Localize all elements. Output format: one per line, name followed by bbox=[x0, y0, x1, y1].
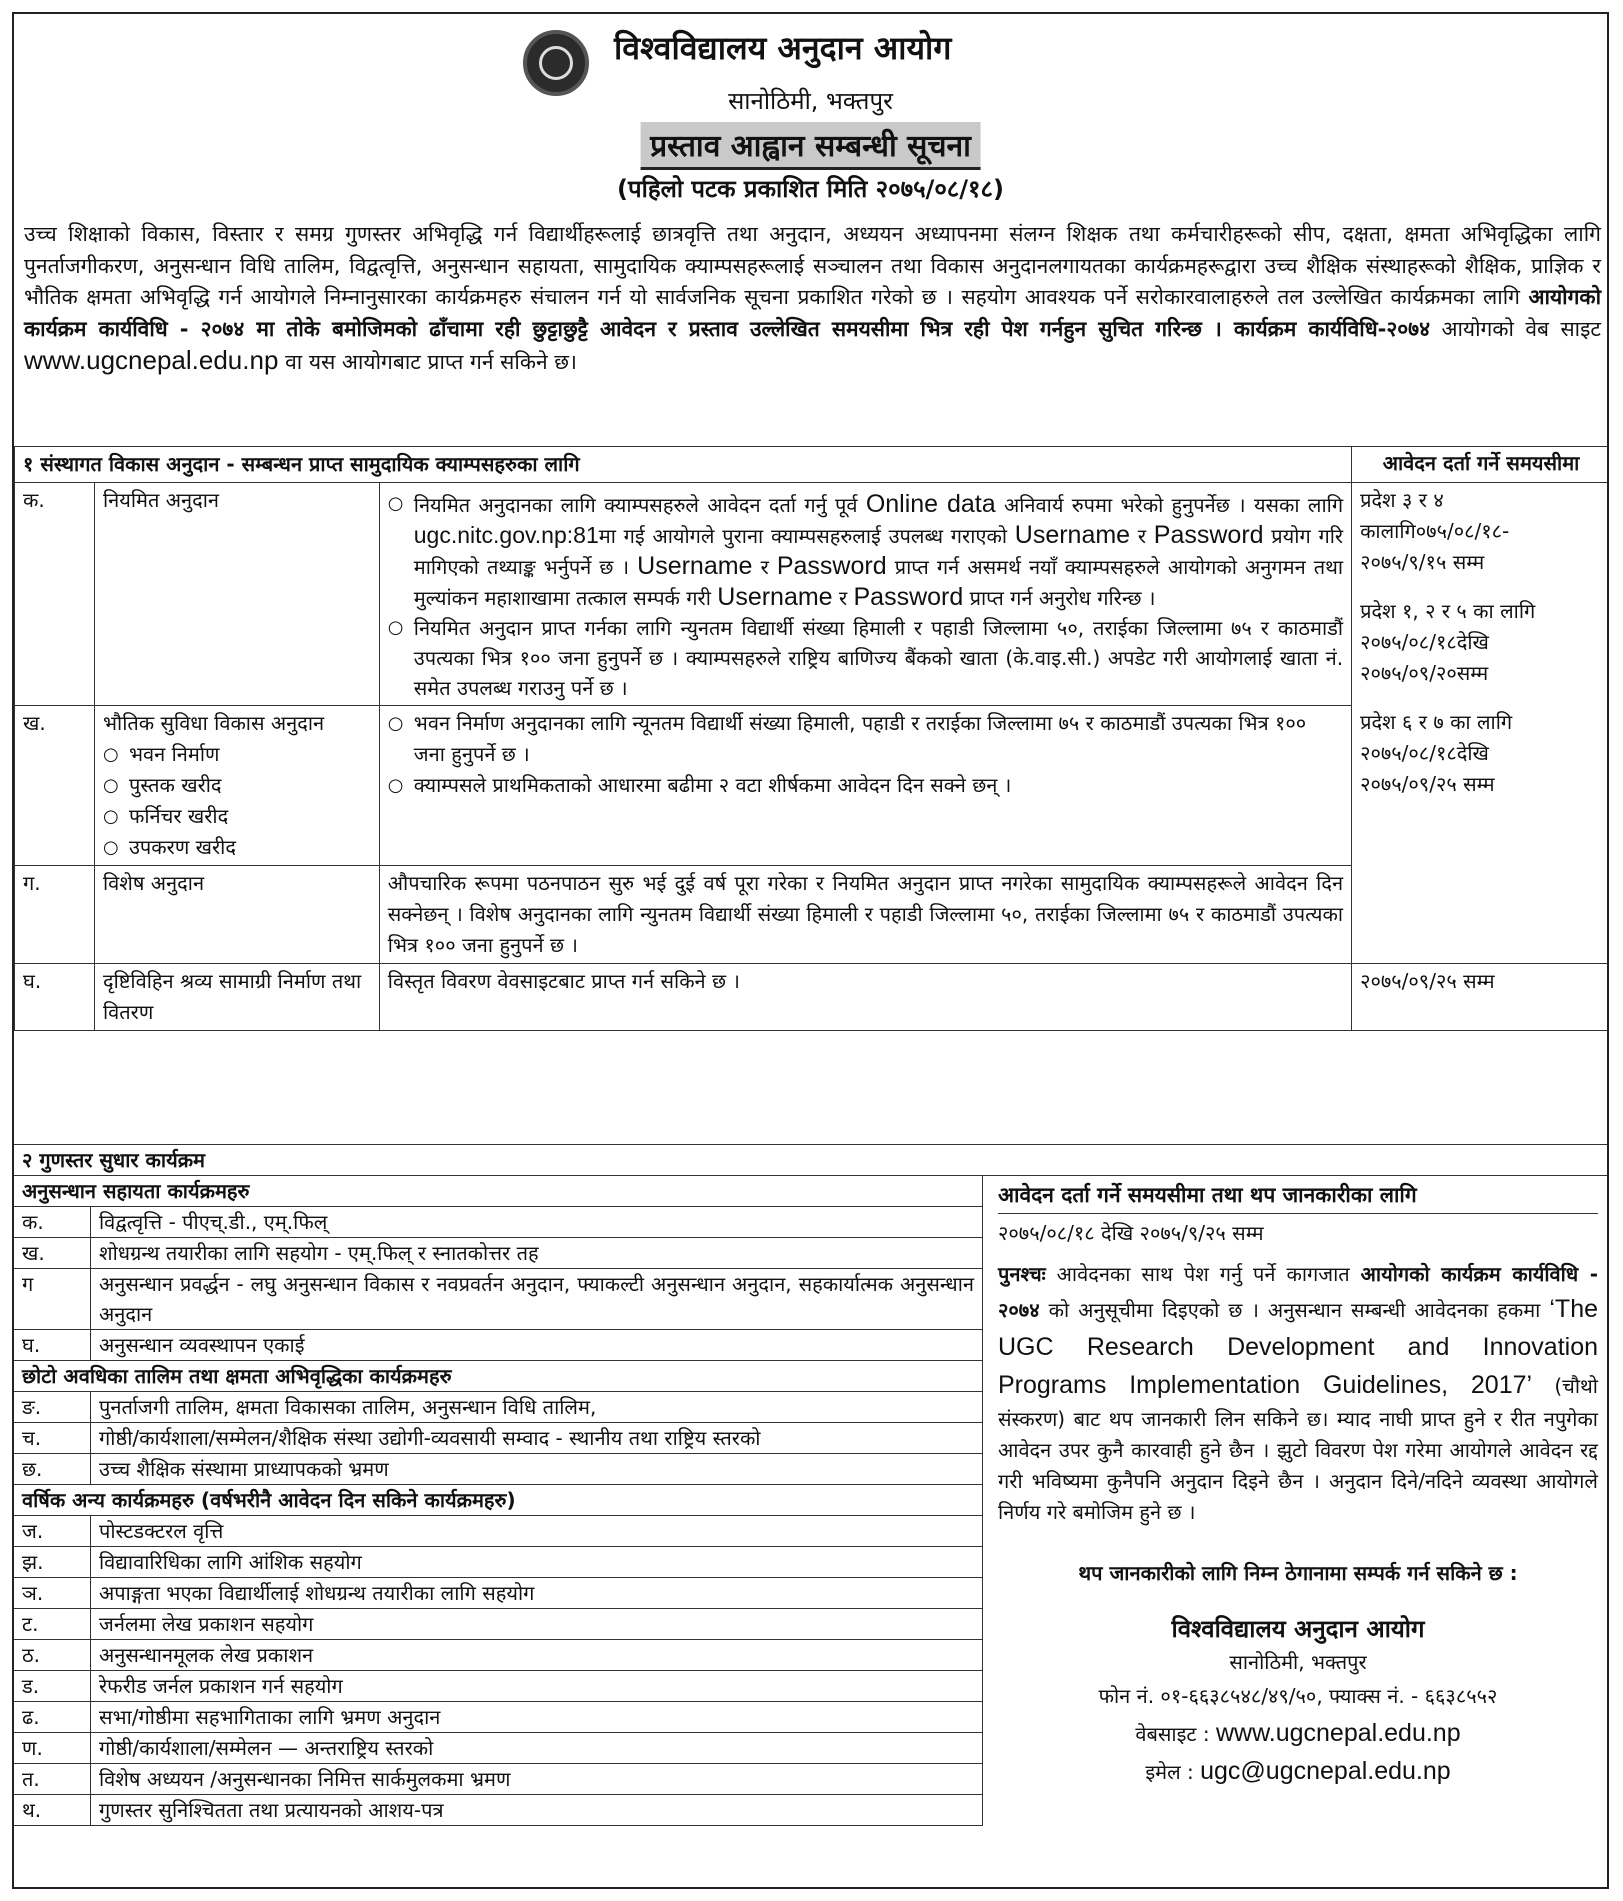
table-row bbox=[14, 1764, 982, 1795]
deadline-line: कालागि०७५/०८/१८- bbox=[1360, 519, 1510, 543]
item-key: ढ. bbox=[14, 1702, 91, 1733]
item-key: झ. bbox=[14, 1547, 91, 1578]
row-key: क. bbox=[15, 483, 95, 706]
logo-ring bbox=[539, 46, 573, 80]
portal-url[interactable]: ugc.nitc.gov.np:81 bbox=[413, 522, 599, 548]
table-row bbox=[14, 1454, 982, 1485]
ps-text: (चौथो संस्करण) बाट थप जानकारी लिन सकिने छ। म्याद नाघी प्राप्त हुने र रीत नपुगेका आवेदन उपर कुनै कारवाही हुने छैन । झुटो विवरण पेश गरेमा आयोगले आवेदन रद्द गरी भविष्यमा कुनैपनि अनुदान दिइने छैन । अनुदान दिने/नदिने व्यवस्था आयोगले निर्णय गरे बमोजिम हुने छ । bbox=[998, 1374, 1598, 1524]
item-key: ट. bbox=[14, 1609, 91, 1640]
item-key: घ. bbox=[14, 1330, 91, 1361]
org-address: सानोठिमी, भक्तपुर bbox=[728, 87, 893, 115]
list-item: ○ भवन निर्माण अनुदानका लागि न्यूनतम विद्यार्थी संख्या हिमाली, पहाडी र तराईका जिल्लामा ७५ र काठमाडौं उपत्यका भित्र १०० जना हुनुपर्ने छ । bbox=[388, 708, 1343, 770]
contact-phone: फोन नं. ०१-६६३८५४८/४९/५०, फ्याक्स नं. - ६६३८५५२ bbox=[1098, 1684, 1498, 1708]
table-row bbox=[14, 1547, 982, 1578]
item-text: विद्वत्वृत्ति - पीएच्.डी., एम्.फिल् bbox=[91, 1207, 983, 1238]
table-row bbox=[15, 964, 1610, 1031]
deadline-line: प्रदेश ६ र ७ का लागि bbox=[1360, 710, 1513, 734]
text: नियमित अनुदानका लागि क्याम्पसहरुले आवेदन दर्ता गर्नु पूर्व bbox=[413, 493, 858, 517]
item-text: अपाङ्गता भएका विद्यार्थीलाई शोधग्रन्थ तयारीका लागि सहयोग bbox=[91, 1578, 983, 1609]
item-text: जर्नलमा लेख प्रकाशन सहयोग bbox=[91, 1609, 983, 1640]
row-desc bbox=[379, 706, 1351, 866]
contact-email bbox=[998, 1752, 1598, 1790]
org-name: विश्वविद्यालय अनुदान आयोग bbox=[614, 29, 952, 67]
table-row bbox=[14, 1423, 982, 1454]
group-title: वर्षिक अन्य कार्यक्रमहरु (वर्षभरीनै आवेदन दिन सकिने कार्यक्रमहरु) bbox=[14, 1485, 982, 1516]
deadline-line: २०७५/०९/२५ सम्म bbox=[1360, 772, 1495, 796]
item-key: ख. bbox=[14, 1238, 91, 1269]
item-text: पुनर्ताजगी तालिम, क्षमता विकासका तालिम, अनुसन्धान विधि तालिम, bbox=[91, 1392, 983, 1423]
table-row bbox=[14, 1795, 982, 1826]
item-text: गुणस्तर सुनिश्चितता तथा प्रत्यायनको आशय-पत्र bbox=[91, 1795, 983, 1826]
section1-table bbox=[14, 446, 1609, 1031]
item-text: पोस्टडक्टरल वृत्ति bbox=[91, 1516, 983, 1547]
item-text: उच्च शैक्षिक संस्थामा प्राध्यापकको भ्रमण bbox=[91, 1454, 983, 1485]
row-deadline: २०७५/०९/२५ सम्म bbox=[1352, 964, 1609, 1031]
table-row bbox=[14, 1238, 982, 1269]
deadline-line: २०७५/९/१५ सम्म bbox=[1360, 550, 1485, 574]
username-text: Username bbox=[1014, 521, 1131, 549]
ps-text: आवेदनका साथ पेश गर्नु पर्ने कागजात bbox=[1056, 1262, 1350, 1286]
guideline-title: ‘The UGC Research Development and Innovation Programs Implementation Guidelines, 2017’ bbox=[998, 1295, 1599, 1399]
table-row bbox=[14, 1733, 982, 1764]
username-text: Username bbox=[637, 552, 753, 580]
item-key: थ. bbox=[14, 1795, 91, 1826]
section2-title: २ गुणस्तर सुधार कार्यक्रम bbox=[14, 1144, 1609, 1176]
table-row bbox=[14, 1516, 982, 1547]
item-text: विशेष अध्ययन /अनुसन्धानका निमित्त सार्कमुलकमा भ्रमण bbox=[91, 1764, 983, 1795]
email-label: इमेल : bbox=[1145, 1760, 1194, 1784]
text: र bbox=[1137, 524, 1147, 548]
info-panel bbox=[998, 1180, 1598, 1790]
intro-end: वा यस आयोगबाट प्राप्त गर्न सकिने छ। bbox=[285, 350, 577, 374]
text: अनिवार्य रुपमा भरेको हुनुपर्नेछ । यसका लागि bbox=[1003, 493, 1344, 517]
website-link[interactable]: www.ugcnepal.edu.np bbox=[1215, 1719, 1461, 1747]
item-text: सभा/गोष्ठीमा सहभागिताका लागि भ्रमण अनुदान bbox=[91, 1702, 983, 1733]
item-key: छ. bbox=[14, 1454, 91, 1485]
row-key: ख. bbox=[15, 706, 95, 866]
row-name: दृष्टिविहिन श्रव्य सामाग्री निर्माण तथा वितरण bbox=[94, 964, 379, 1031]
table-row bbox=[14, 1609, 982, 1640]
row-name-text: भौतिक सुविधा विकास अनुदान bbox=[102, 711, 325, 735]
text: मा गई आयोगले पुराना क्याम्पसहरुलाई उपलब्ध गराएको bbox=[598, 524, 1008, 548]
contact-org: विश्वविद्यालय अनुदान आयोग bbox=[1171, 1615, 1425, 1643]
group-title: अनुसन्धान सहायता कार्यक्रमहरु bbox=[14, 1176, 982, 1207]
item-text: अनुसन्धानमूलक लेख प्रकाशन bbox=[91, 1640, 983, 1671]
intro-website-link[interactable]: www.ugcnepal.edu.np bbox=[24, 345, 279, 375]
item-key: ज. bbox=[14, 1516, 91, 1547]
ps-label: पुनश्चः bbox=[998, 1262, 1046, 1286]
deadline-header: आवेदन दर्ता गर्ने समयसीमा bbox=[1352, 447, 1609, 483]
item-text: शोधग्रन्थ तयारीका लागि सहयोग - एम्.फिल् र स्नातकोत्तर तह bbox=[91, 1238, 983, 1269]
row-desc: औपचारिक रूपमा पठनपाठन सुरु भई दुई वर्ष पूरा गरेका र नियमित अनुदान प्राप्त नगरेका सामुदायिक क्याम्पसहरूले आवेदन दिन सक्नेछन् । विशेष अनुदानका लागि न्युनतम विद्यार्थी संख्या हिमाली र पहाडी जिल्लामा ५०, तराईका जिल्लामा ७५ र काठमाडौं उपत्यका भित्र १०० जना हुनुपर्ने छ । bbox=[379, 866, 1351, 964]
list-item: ○ नियमित अनुदान प्राप्त गर्नका लागि न्युनतम विद्यार्थी संख्या हिमाली र पहाडी जिल्लामा ५०, तराईका जिल्लामा ७५ र काठमाडौं उपत्यका भित्र १०० जना हुनुपर्ने छ । क्याम्पसहरुले राष्ट्रिय बाणिज्य बैंकको खाता (के.वाइ.सी.) अपडेट गरी आयोगलाई खाता नं. समेत उपलब्ध गराउनु पर्ने छ । bbox=[388, 613, 1343, 703]
password-text: Password bbox=[1153, 521, 1264, 549]
item-key: च. bbox=[14, 1423, 91, 1454]
table-row bbox=[14, 1207, 982, 1238]
notice-title: प्रस्ताव आह्वान सम्बन्धी सूचना bbox=[640, 122, 981, 170]
published-date: (पहिलो पटक प्रकाशित मिति २०७५/०८/१८) bbox=[617, 175, 1004, 203]
text: र bbox=[760, 555, 769, 579]
online-data-text: Online data bbox=[865, 490, 996, 518]
item-text: अनुसन्धान व्यवस्थापन एकाई bbox=[91, 1330, 983, 1361]
item-text: गोष्ठी/कार्यशाला/सम्मेलन/शैक्षिक संस्था उद्योगी-व्यवसायी सम्वाद - स्थानीय तथा राष्ट्रिय स्तरको bbox=[91, 1423, 983, 1454]
text: प्रयोग गरि मागिएको तथ्याङ्क भर्नुपर्ने छ । bbox=[413, 524, 1344, 579]
item-key: ग bbox=[14, 1269, 91, 1330]
list-item: ○ पुस्तक खरीद bbox=[103, 770, 371, 801]
row-name: विशेष अनुदान bbox=[94, 866, 379, 964]
intro-paragraph bbox=[14, 219, 1609, 379]
row-name: नियमित अनुदान bbox=[94, 483, 379, 706]
item-key: ञ. bbox=[14, 1578, 91, 1609]
row-name bbox=[94, 706, 379, 866]
list-item: ○ फर्निचर खरीद bbox=[103, 801, 371, 832]
table-row bbox=[14, 1671, 982, 1702]
row-key: घ. bbox=[15, 964, 95, 1031]
info-note bbox=[998, 1259, 1598, 1528]
email-link[interactable]: ugc@ugcnepal.edu.np bbox=[1200, 1757, 1451, 1785]
item-text: अनुसन्धान प्रवर्द्धन - लघु अनुसन्धान विकास र नवप्रवर्तन अनुदान, फ्याकल्टी अनुसन्धान अनुदान, सहकार्यात्मक अनुसन्धान अनुदान bbox=[91, 1269, 983, 1330]
contact-website bbox=[998, 1714, 1598, 1752]
ps-text: को अनुसूचीमा दिइएको छ । अनुसन्धान सम्बन्धी आवेदनका हकमा bbox=[1048, 1298, 1541, 1322]
item-text: रेफरीड जर्नल प्रकाशन गर्न सहयोग bbox=[91, 1671, 983, 1702]
item-key: क. bbox=[14, 1207, 91, 1238]
program-list bbox=[14, 1176, 983, 1826]
item-text: गोष्ठी/कार्यशाला/सम्मेलन — अन्तराष्ट्रिय स्तरको bbox=[91, 1733, 983, 1764]
username-text: Username bbox=[717, 583, 833, 611]
section1-title: १ संस्थागत विकास अनुदान - सम्बन्धन प्राप्त सामुदायिक क्याम्पसहरुका लागि bbox=[15, 447, 1352, 483]
table-row bbox=[14, 1578, 982, 1609]
list-item: ○ उपकरण खरीद bbox=[103, 832, 371, 863]
notice-page bbox=[12, 12, 1609, 1889]
intro-bold: आयोगको कार्यक्रम कार्यविधि - २०७४ मा तोके बमोजिमको ढाँचामा रही छुट्टाछुट्टै आवेदन र प्रस्ताव उल्लेखित समयसीमा भित्र रही पेश गर्नहुन सुचित गरिन्छ । कार्यक्रम कार्यविधि-२०७४ bbox=[24, 285, 1602, 341]
intro-mid: आयोगको वेब साइट bbox=[1441, 316, 1601, 341]
deadline-line: २०७५/०८/१८देखि bbox=[1360, 630, 1489, 654]
table-row bbox=[14, 1640, 982, 1671]
text: प्राप्त गर्न असमर्थ नयाँ क्याम्पसहरुले आयोगको अनुगमन तथा मुल्यांकन महाशाखामा तत्काल सम्पर्क गरी bbox=[413, 555, 1344, 610]
group-title: छोटो अवधिका तालिम तथा क्षमता अभिवृद्धिका कार्यक्रमहरु bbox=[14, 1361, 982, 1392]
deadline-line: प्रदेश ३ र ४ bbox=[1360, 488, 1444, 512]
item-key: ण. bbox=[14, 1733, 91, 1764]
table-row bbox=[14, 1330, 982, 1361]
notice-header bbox=[14, 14, 1607, 209]
list-item bbox=[388, 489, 1343, 613]
deadline-line: प्रदेश १, २ र ५ का लागि bbox=[1360, 599, 1536, 623]
table-row bbox=[15, 483, 1610, 706]
password-text: Password bbox=[853, 583, 964, 611]
contact-address: सानोठिमी, भक्तपुर bbox=[1229, 1650, 1367, 1674]
item-key: ठ. bbox=[14, 1640, 91, 1671]
info-heading: आवेदन दर्ता गर्ने समयसीमा तथा थप जानकारीका लागि bbox=[998, 1180, 1598, 1214]
ps-bold: आयोगको कार्यक्रम कार्यविधि - २०७४ bbox=[998, 1262, 1599, 1322]
item-key: त. bbox=[14, 1764, 91, 1795]
contact-intro: थप जानकारीको लागि निम्न ठेगानामा सम्पर्क गर्न सकिने छ : bbox=[1078, 1561, 1518, 1585]
deadline-line: २०७५/०८/१८देखि bbox=[1360, 741, 1489, 765]
list-item: ○ भवन निर्माण bbox=[103, 739, 371, 770]
password-text: Password bbox=[776, 552, 887, 580]
table-row bbox=[14, 1269, 982, 1330]
text: प्राप्त गर्न अनुरोध गरिन्छ । bbox=[969, 586, 1156, 610]
list-item: ○ क्याम्पसले प्राथमिकताको आधारमा बढीमा २ वटा शीर्षकमा आवेदन दिन सक्ने छन् । bbox=[388, 770, 1343, 801]
website-label: वेबसाइट : bbox=[1135, 1722, 1210, 1746]
table-row bbox=[14, 1392, 982, 1423]
item-text: विद्यावारिधिका लागि आंशिक सहयोग bbox=[91, 1547, 983, 1578]
table-row bbox=[14, 1702, 982, 1733]
intro-text: उच्च शिक्षाको विकास, विस्तार र समग्र गुणस्तर अभिवृद्धि गर्न विद्यार्थीहरूलाई छात्रवृत्ति तथा अनुदान, अध्ययन अध्यापनमा संलग्न शिक्षक तथा कर्मचारीहरूको सीप, दक्षता, क्षमता अभिवृद्धिका लागि पुनर्ताजगीकरण, अनुसन्धान विधि तालिम, विद्वत्वृत्ति, अनुसन्धान सहायता, सामुदायिक क्याम्पसहरूलाई सञ्चालन तथा विकास अनुदानलगायतका कार्यक्रमहरूद्वारा उच्च शैक्षिक संस्थाहरूको शैक्षिक, प्राज्ञिक र भौतिक क्षमता अभिवृद्धि गर्न आयोगले निम्नानुसारका कार्यक्रमहरु संचालन गर्न यो सार्वजनिक सूचना प्रकाशित गरेको छ । सहयोग आवश्यक पर्ने सरोकारवालाहरुले तल उल्लेखित कार्यक्रमका लागि bbox=[24, 222, 1601, 309]
item-key: ङ. bbox=[14, 1392, 91, 1423]
text: र bbox=[838, 586, 848, 610]
row-desc: विस्तृत विवरण वेवसाइटबाट प्राप्त गर्न सकिने छ । bbox=[379, 964, 1351, 1031]
info-period: २०७५/०८/१८ देखि २०७५/९/२५ सम्म bbox=[998, 1221, 1264, 1245]
row-desc bbox=[379, 483, 1351, 706]
item-key: ड. bbox=[14, 1671, 91, 1702]
deadline-line: २०७५/०९/२०सम्म bbox=[1360, 661, 1489, 685]
deadline-cell bbox=[1352, 483, 1609, 964]
row-key: ग. bbox=[15, 866, 95, 964]
